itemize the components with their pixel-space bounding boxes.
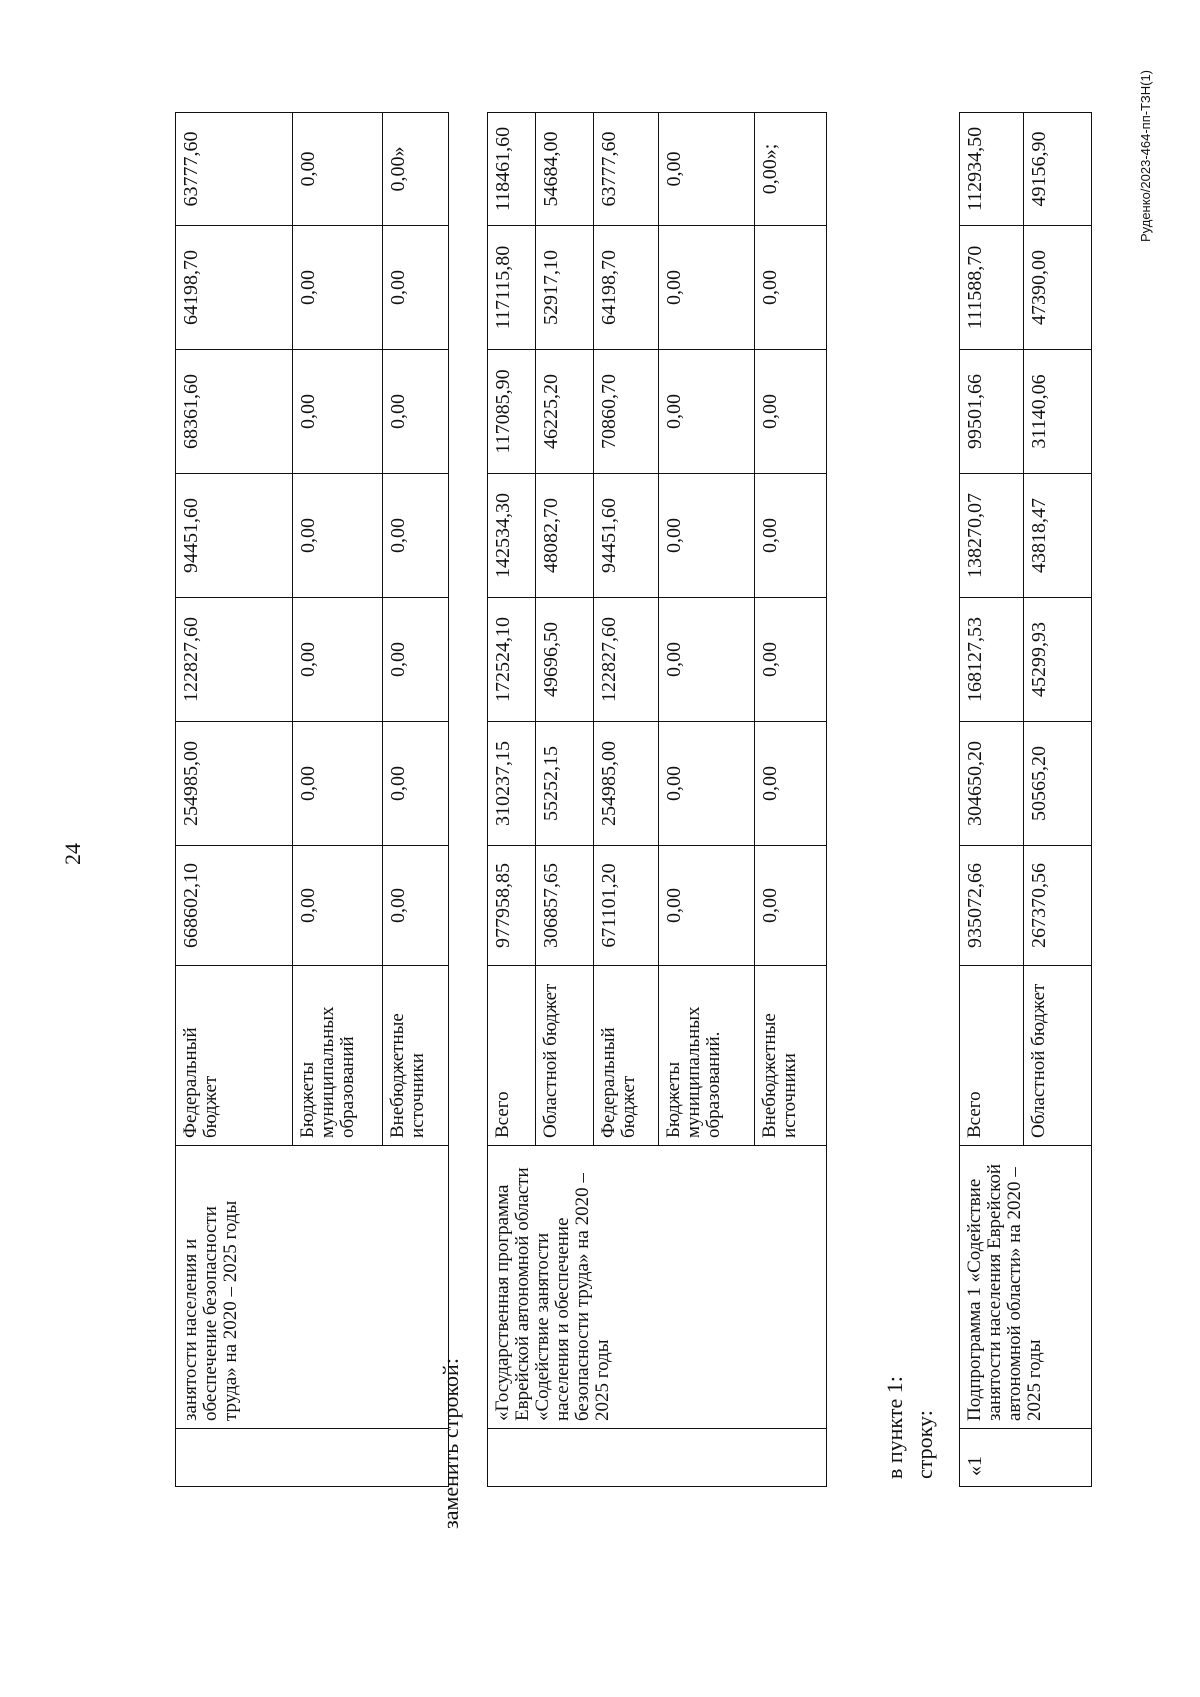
value-cell: 50565,20 [1024,722,1092,846]
value-cell: 0,00 [755,226,827,350]
value-cell: 122827,60 [176,598,293,722]
value-cell: 0,00 [659,474,755,598]
value-cell: 0,00 [755,722,827,846]
funding-source-cell: Всего [488,966,536,1146]
value-cell: 0,00 [293,598,383,722]
value-cell: 0,00 [293,474,383,598]
value-cell: 52917,10 [536,226,594,350]
value-cell: 0,00 [293,113,383,226]
value-cell: 94451,60 [594,474,659,598]
value-cell: 112934,50 [960,113,1024,226]
value-cell: 254985,00 [176,722,293,846]
funding-source-cell: Внебюджетные источники [383,966,449,1146]
value-cell: 0,00 [659,350,755,474]
value-cell: 122827,60 [594,598,659,722]
value-cell: 45299,93 [1024,598,1092,722]
value-cell: 0,00 [383,722,449,846]
value-cell: 0,00»; [755,113,827,226]
value-cell: 267370,56 [1024,846,1092,966]
value-cell: 70860,70 [594,350,659,474]
funding-source-cell: Бюджеты муниципальных образований [293,966,383,1146]
value-cell: 0,00 [383,474,449,598]
value-cell: 0,00 [293,350,383,474]
value-cell: 172524,10 [488,598,536,722]
budget-table-replacement [487,112,827,1487]
value-cell: 138270,07 [960,474,1024,598]
value-cell: 0,00 [755,598,827,722]
value-cell: 49696,50 [536,598,594,722]
value-cell: 304650,20 [960,722,1024,846]
funding-source-cell: Бюджеты муниципальных образований. [659,966,755,1146]
value-cell: 0,00 [383,598,449,722]
table-row [960,113,1024,1487]
page-number: 24 [60,843,85,865]
value-cell: 0,00 [659,598,755,722]
value-cell: 0,00 [383,350,449,474]
value-cell: 111588,70 [960,226,1024,350]
value-cell: 0,00» [383,113,449,226]
funding-source-cell: Внебюджетные источники [755,966,827,1146]
value-cell: 68361,60 [176,350,293,474]
value-cell: 0,00 [383,226,449,350]
program-name-cell: занятости населения и обеспечение безопасности труда» на 2020 – 2025 годы [176,1146,449,1429]
value-cell: 935072,66 [960,846,1024,966]
funding-source-cell: Федеральный бюджет [176,966,293,1146]
value-cell: 0,00 [293,722,383,846]
item-number-cell: «1 [960,1429,1092,1487]
value-cell: 47390,00 [1024,226,1092,350]
funding-source-cell: Федеральный бюджет [594,966,659,1146]
document-code: Руденко/2023-464-пп-ТЗН(1) [1138,69,1153,242]
value-cell: 31140,06 [1024,350,1092,474]
value-cell: 0,00 [659,226,755,350]
number-cell [488,1429,827,1487]
replace-caption: заменить строкой: [438,1358,463,1529]
row-caption: строку: [912,1410,937,1479]
value-cell: 0,00 [755,846,827,966]
value-cell: 48082,70 [536,474,594,598]
value-cell: 0,00 [293,226,383,350]
value-cell: 117085,90 [488,350,536,474]
value-cell: 310237,15 [488,722,536,846]
value-cell: 0,00 [659,722,755,846]
program-name-cell: Подпрограмма 1 «Содействие занятости населения Еврейской автономной области» на 2020 – 2025 годы [960,1146,1092,1429]
value-cell: 254985,00 [594,722,659,846]
value-cell: 0,00 [383,846,449,966]
value-cell: 49156,90 [1024,113,1092,226]
value-cell: 55252,15 [536,722,594,846]
budget-table-original [175,112,449,1487]
value-cell: 168127,53 [960,598,1024,722]
value-cell: 0,00 [659,846,755,966]
value-cell: 0,00 [755,474,827,598]
value-cell: 0,00 [659,113,755,226]
funding-source-cell: Областной бюджет [1024,966,1092,1146]
budget-table-subprogram [959,112,1092,1487]
value-cell: 63777,60 [176,113,293,226]
value-cell: 99501,66 [960,350,1024,474]
value-cell: 977958,85 [488,846,536,966]
table-row [488,113,536,1487]
point-caption: в пункте 1: [882,1376,907,1479]
value-cell: 63777,60 [594,113,659,226]
value-cell: 94451,60 [176,474,293,598]
value-cell: 46225,20 [536,350,594,474]
value-cell: 64198,70 [176,226,293,350]
value-cell: 0,00 [293,846,383,966]
funding-source-cell: Областной бюджет [536,966,594,1146]
number-cell [176,1429,449,1487]
value-cell: 306857,65 [536,846,594,966]
table-row [176,113,293,1487]
program-name-cell: «Государственная программа Еврейской автономной области «Содействие занятости населения и обеспечение безопасности труда» на 2020 – 2025 годы [488,1146,827,1429]
value-cell: 43818,47 [1024,474,1092,598]
value-cell: 142534,30 [488,474,536,598]
value-cell: 0,00 [755,350,827,474]
value-cell: 54684,00 [536,113,594,226]
value-cell: 671101,20 [594,846,659,966]
value-cell: 64198,70 [594,226,659,350]
funding-source-cell: Всего [960,966,1024,1146]
value-cell: 118461,60 [488,113,536,226]
value-cell: 668602,10 [176,846,293,966]
value-cell: 117115,80 [488,226,536,350]
